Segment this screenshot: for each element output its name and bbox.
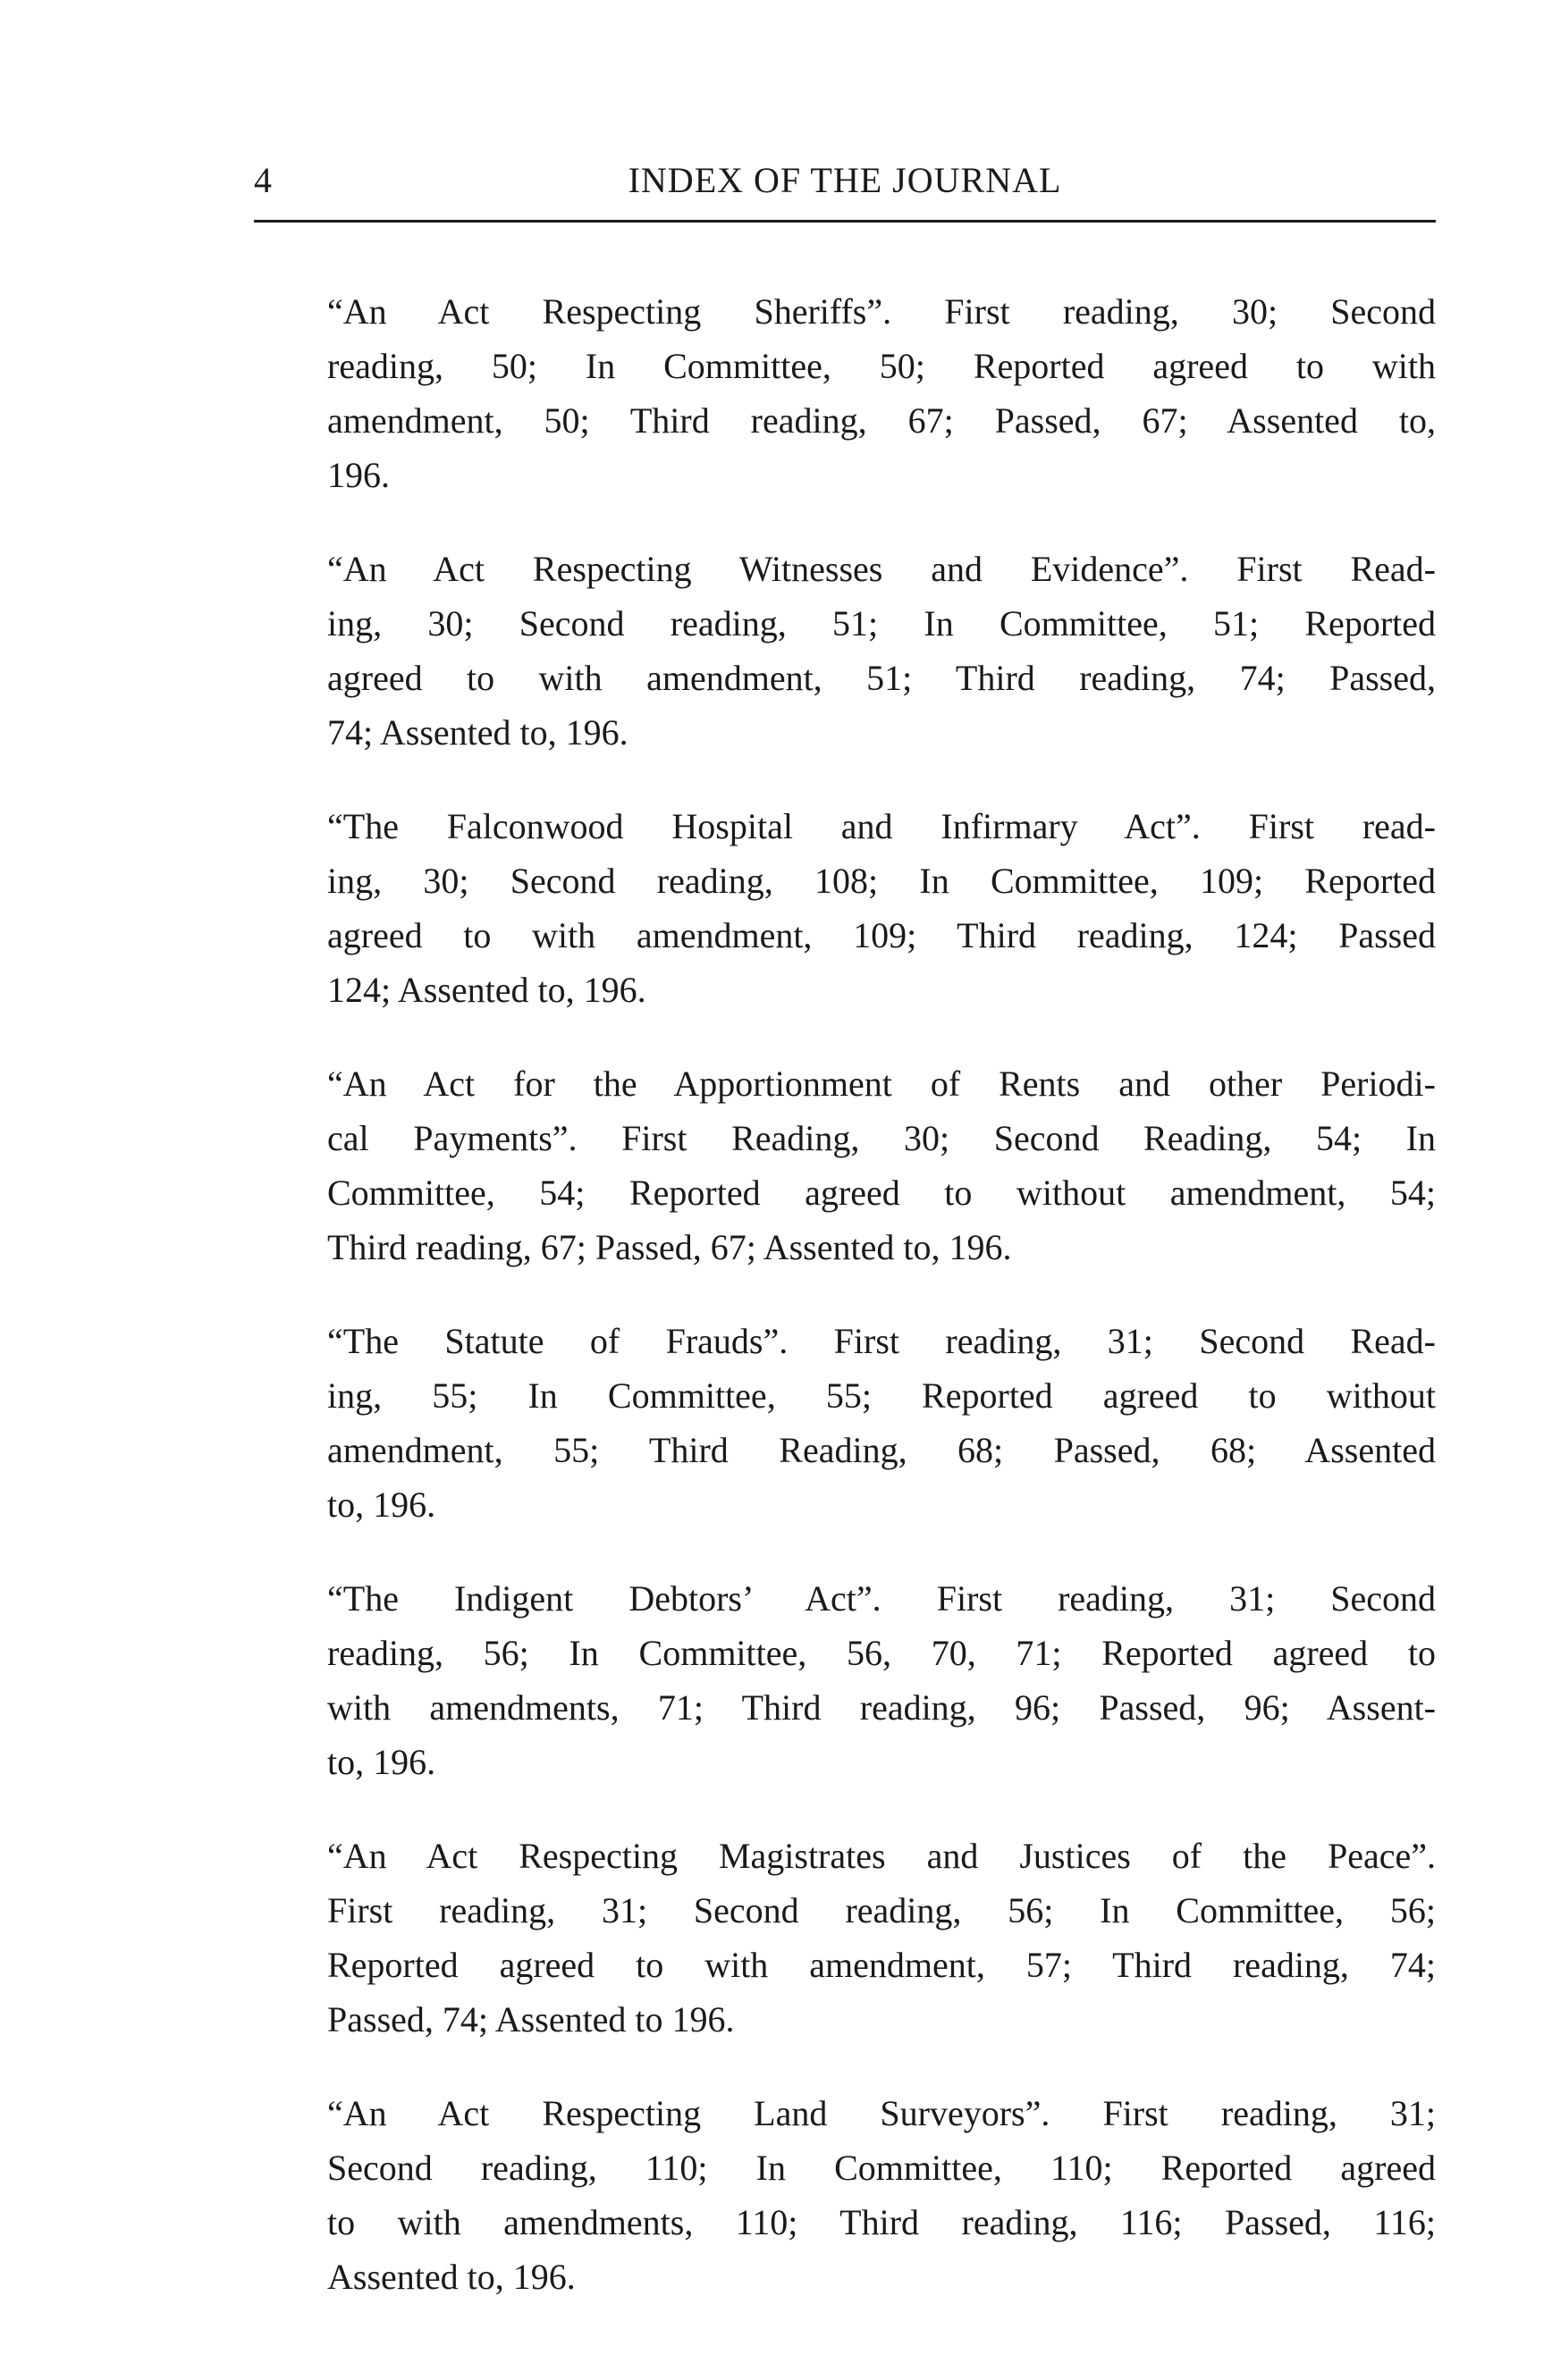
page-header [254,150,1436,222]
entry-line: with amendments, 71; Third reading, 96; Passed, 96; Assent- [327,1687,1436,1728]
entry-line: agreed to with amendment, 109; Third reading, 124; Passed [327,915,1436,955]
entry-line: cal Payments”. First Reading, 30; Second Reading, 54; In [327,1118,1436,1158]
entry-line: ing, 55; In Committee, 55; Reported agreed to without [327,1375,1436,1416]
entry-line: reading, 56; In Committee, 56, 70, 71; Reported agreed to [327,1633,1436,1673]
entry-line: to, 196. [327,1742,436,1782]
entry-line: Third reading, 67; Passed, 67; Assented to, 196. [327,1227,1012,1267]
entry-line: 74; Assented to, 196. [327,712,628,753]
index-entry [327,1829,1436,2047]
entry-line: Assented to, 196. [327,2257,576,2297]
entry-line: “An Act Respecting Witnesses and Evidence”. First Read- [327,549,1436,589]
entry-line: agreed to with amendment, 51; Third reading, 74; Passed, [327,658,1436,698]
running-head: INDEX OF THE JOURNAL [628,160,1062,200]
entry-line: First reading, 31; Second reading, 56; In Committee, 56; [327,1890,1436,1930]
index-entry [327,284,1436,502]
index-entry [327,2086,1436,2304]
page-number: 4 [254,160,272,200]
entry-line: “An Act for the Apportionment of Rents and other Periodi- [327,1064,1436,1104]
entry-line: Passed, 74; Assented to 196. [327,1999,735,2039]
header-rule [254,220,1436,223]
entry-line: amendment, 50; Third reading, 67; Passed, 67; Assented to, [327,400,1436,441]
entry-line: to with amendments, 110; Third reading, 116; Passed, 116; [327,2202,1436,2242]
index-entry [327,1314,1436,1532]
entry-line: to, 196. [327,1484,436,1525]
entry-line: ing, 30; Second reading, 108; In Committee, 109; Reported [327,861,1436,901]
entry-line: Reported agreed to with amendment, 57; Third reading, 74; [327,1945,1436,1985]
index-entry [327,542,1436,760]
index-entry [327,799,1436,1017]
entry-line: reading, 50; In Committee, 50; Reported agreed to with [327,346,1436,386]
entry-line: “The Falconwood Hospital and Infirmary Act”. First read- [327,806,1436,846]
entry-line: Second reading, 110; In Committee, 110; Reported agreed [327,2148,1436,2188]
entry-line: “The Indigent Debtors’ Act”. First reading, 31; Second [327,1578,1436,1619]
entry-line: 124; Assented to, 196. [327,970,646,1010]
entry-line: “An Act Respecting Magistrates and Justices of the Peace”. [327,1836,1436,1876]
index-entry [327,1056,1436,1274]
entry-line: Committee, 54; Reported agreed to without amendment, 54; [327,1173,1436,1213]
entry-line: “An Act Respecting Sheriffs”. First reading, 30; Second [327,291,1436,332]
entry-line: 196. [327,455,390,495]
index-entries [327,284,1436,2343]
entry-line: ing, 30; Second reading, 51; In Committee, 51; Reported [327,603,1436,643]
entry-line: “The Statute of Frauds”. First reading, 31; Second Read- [327,1321,1436,1361]
entry-line: “An Act Respecting Land Surveyors”. First reading, 31; [327,2093,1436,2133]
index-entry [327,1571,1436,1789]
entry-line: amendment, 55; Third Reading, 68; Passed, 68; Assented [327,1430,1436,1470]
